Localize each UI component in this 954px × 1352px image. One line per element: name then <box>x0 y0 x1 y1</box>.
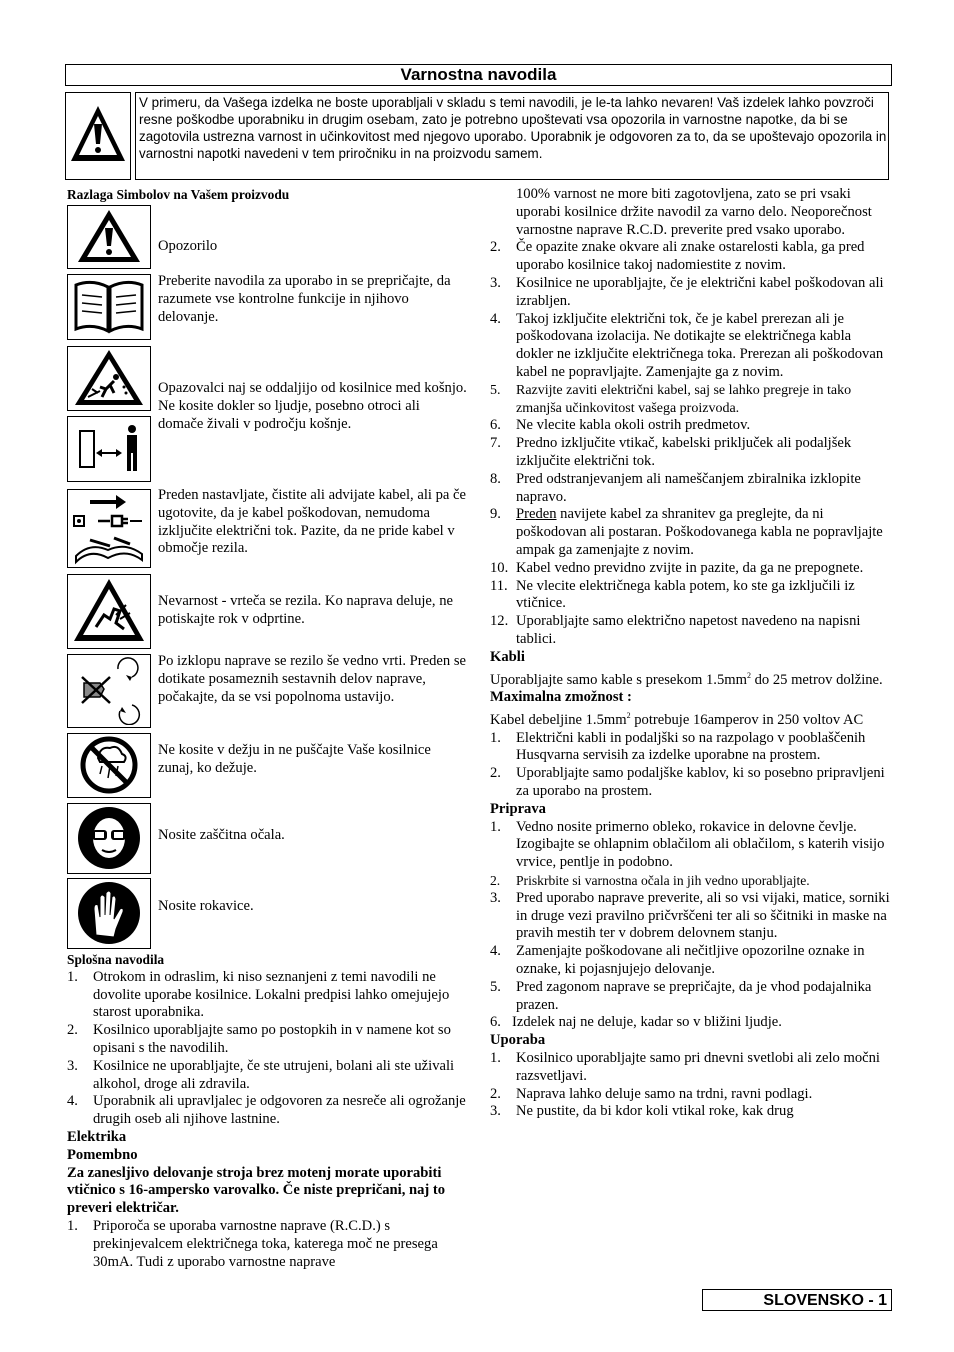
list-item: 5. Razvijte zaviti električni kabel, saj se lahko pregreje in tako zmanjša učinkovitost vašega proizvoda. <box>490 382 852 416</box>
safety-goggles-icon <box>70 804 148 871</box>
warning-triangle-icon <box>68 103 128 165</box>
capacity-heading: Maximalna zmožnost : <box>490 689 632 706</box>
symbol-text-rotating: Po izklopu naprave se rezilo še vedno vrti. Preden se dotikate posameznih sestavnih delov naprave, počakajte, da se vsi popolnoma ustavijo. <box>158 653 467 705</box>
list-item: 3. Pred uporabo naprave preverite, ali so vsi vijaki, matice, sorniki in druge vezi pravilno pričvrščeni ter ali so ščitniki in maske na pravih mestih ter v dobrem delovnem stanju. <box>490 889 890 942</box>
no-rain-symbol <box>67 733 151 798</box>
intro-warning-text: V primeru, da Vašega izdelka ne boste uporabljali v skladu s temi navodili, je le-ta lahko nevaren! Vaš izdelek lahko povzroči resne poškodbe uporabniku in drugim osebam, zato je potrebno upoštevati vsa opozorila in varnostne napotke, da bi se zagotovila ustrezna varnost in učinkovitost med njegovo uporabo. Uporabnik je odgovoren za to, da se upoštevajo opozorila in varnostni napotki navedeni v tem priročniku in na proizvodu samem. <box>135 92 889 180</box>
disconnect-cable-symbol <box>67 489 151 568</box>
symbol-text-cable: Preden nastavljate, čistite ali advijate kabel, ali pa če ugotovite, da je kabel poškodovan, nemudoma izključite električni tok. Pazite, da ne pride kabel v območje rezila. <box>158 487 466 557</box>
list-item: 2. Če opazite znake okvare ali znake ostarelosti kabla, ga pred uporabo kosilnice takoj nadomiestite z novim. <box>490 239 865 274</box>
cables-heading: Kabli <box>490 648 525 665</box>
symbol-text-warning: Opozorilo <box>158 238 218 254</box>
electric-heading: Elektrika <box>67 1128 127 1145</box>
page-footer-language: SLOVENSKO - 1 <box>702 1289 892 1311</box>
list-item: 1. Otrokom in odraslim, ki niso seznanjeni z temi navodili ne dovolite uporabe kosilnice. Lokalni predpisi lahko omejujejo starost uporabnika. <box>67 968 450 1021</box>
list-item: 1. Električni kabli in podaljški so na razpolago v pooblaščenih Husqvarna servisih za izdelke uporabne na prostem. <box>490 729 866 764</box>
symbol-text-read-manual: Preberite navodila za uporabo in se prepričajte, da razumete vse kontrolne funkcije in njihovo delovanje. <box>158 273 451 325</box>
capacity-list <box>490 730 890 801</box>
list-item: 1. Vedno nosite primerno obleko, rokavice in delovne čevlje. Izogibajte se ohlapnim oblačilom ali oblačilom, s katerih visijo vrvice, pentlje in podobno. <box>490 818 885 871</box>
electric-list-start <box>67 1218 467 1271</box>
person-distance-icon <box>70 417 148 479</box>
list-item: 2. Uporabljajte samo podaljške kablov, ki so posebno pripravljeni za uporabo na prostem. <box>490 765 885 800</box>
gloves-icon <box>70 879 148 946</box>
left-column <box>67 186 467 204</box>
warning-symbol-box <box>65 92 131 180</box>
list-item: 2. Priskrbite si varnostna očala in jih vedno uporabljajte. <box>490 873 810 888</box>
list-item: 9. Preden navijete kabel za shranitev ga preglejte, da ni poškodovan ali postaran. Poškodovanega kabla ne popravljajte ampak ga zamenjajte z novim. <box>490 506 883 558</box>
symbol-text-blade: Nevarnost - vrteča se rezila. Ko naprava deluje, ne potiskajte rok v odprtine. <box>158 593 453 627</box>
list-item: 4. Zamenjajte poškodovane ali nečitljive opozorilne oznake in oznake, ki pojasnjujejo delovanje. <box>490 943 865 977</box>
list-item: 3. Kosilnice ne uporabljajte, če je električni kabel poškodovan ali izrabljen. <box>490 274 884 309</box>
unplug-icon <box>70 490 148 565</box>
right-column <box>490 186 890 1121</box>
thrown-objects-symbol <box>67 346 151 411</box>
list-item: 1. Kosilnico uporabljajte samo pri dnevni svetlobi ali zelo močni razsvetljavi. <box>490 1049 880 1084</box>
list-item: 3. Ne pustite, da bi kdor koli vtikal roke, kak drug <box>490 1103 794 1120</box>
distance-symbol <box>67 416 151 482</box>
use-list <box>490 1050 890 1121</box>
blade-hazard-icon <box>70 575 148 646</box>
symbol-text-gloves: Nosite rokavice. <box>158 898 254 914</box>
symbol-text-bystanders: Opazovalci naj se oddaljijo od kosilnice med košnjo. Ne kosite dokler so ljudje, posebno otroci ali domače živali v področju košnje. <box>158 380 467 432</box>
capacity-text: Kabel debeljine $1.5mm^2$ potrebuje 16amperov in 250 voltov AC <box>490 710 864 728</box>
general-heading: Splošna navodila <box>67 952 165 967</box>
warning-symbol <box>67 205 151 269</box>
use-heading: Uporaba <box>490 1032 546 1049</box>
electric-item1-continued: 100% varnost ne more biti zagotovljena, zato se pri vsaki uporabi kosilnice držite navodil za varno delo. Neoporečnost varnostne naprave R.C.D. preverite pred vsako uporabo. <box>516 186 872 238</box>
warning-triangle-icon <box>70 206 148 266</box>
goggles-symbol <box>67 803 151 874</box>
list-item: 11. Ne vlecite električnega kabla potem, ko ste ga izključili iz vtičnice. <box>490 577 855 612</box>
list-item: 2. Naprava lahko deluje samo na trdni, ravni podlagi. <box>490 1085 813 1102</box>
preparation-heading: Priprava <box>490 800 546 817</box>
general-list <box>67 969 467 1129</box>
open-book-icon <box>70 275 148 337</box>
rotation-hand-icon <box>70 655 148 725</box>
list-item: 7. Predno izključite vtikač, kabelski priključek ali podaljšek izključite električni tok. <box>490 435 852 469</box>
list-item: 12. Uporabljajte samo električno napetost navedeno na napisni tablici. <box>490 613 861 647</box>
list-item: 1. Priporoča se uporaba varnostne naprave (R.C.D.) s prekinjevalcem električnega toka, katerega moč ne presega 30mA. Tudi z uporabo varnostne naprave <box>67 1217 438 1270</box>
electric-list <box>490 239 890 648</box>
list-item: 6. Ne vlecite kabla okoli ostrih predmetov. <box>490 417 751 434</box>
list-item: 5. Pred zagonom naprave se prepričajte, da je vhod podajalnika prazen. <box>490 978 872 1013</box>
left-column-text <box>67 951 467 1271</box>
symbols-heading: Razlaga Simbolov na Vašem proizvodu <box>67 187 290 202</box>
list-item: 10. Kabel vedno previdno zvijte in pazite, da ga ne prepognete. <box>490 559 864 576</box>
list-item: 6. Izdelek naj ne deluje, kadar so v bližini ljudje. <box>490 1014 782 1031</box>
read-manual-symbol <box>67 274 151 340</box>
no-rain-icon <box>70 734 148 795</box>
blade-rundown-symbol <box>67 654 151 728</box>
symbol-text-goggles: Nosite zaščitna očala. <box>158 827 285 843</box>
list-item: 2. Kosilnico uporabljajte samo po postopkih in v namene kot so opisani s the navodilih. <box>67 1022 451 1056</box>
rotating-blade-symbol <box>67 574 151 649</box>
list-item: 4. Uporabnik ali upravljalec je odgovoren za nesreče ali ogrožanje drugih oseb ali njihove lastnine. <box>67 1093 466 1128</box>
symbol-text-rain: Ne kosite v dežju in ne puščajte Vaše kosilnice zunaj, ko dežuje. <box>158 742 431 776</box>
important-label: Pomembno <box>67 1146 138 1163</box>
list-item: 4. Takoj izključite električni tok, če je kabel prerezan ali je poškodovana izolacija. Ne dotikajte se električnega kabla dokler ne izključite električnega toka. Prerezan ali poškodovan kabel ne popravljajte. Zamenjajte ga z novim. <box>490 310 884 380</box>
preparation-list <box>490 819 890 1033</box>
page-title: Varnostna navodila <box>65 64 892 86</box>
list-item: 3. Kosilnice ne uporabljajte, če ste utrujeni, bolani ali ste uživali alkohol, droge ali zdravila. <box>67 1057 455 1092</box>
thrown-objects-icon <box>70 347 148 408</box>
important-text: Za zanesljivo delovanje stroja brez motenj morate uporabiti vtičnico s 16-ampersko varovalko. Če niste prepričani, naj to preveri električar. <box>67 1164 446 1217</box>
cables-text: Uporabljajte samo kable s presekom $1.5mm^2$ do 25 metrov dolžine. <box>490 670 883 688</box>
list-item: 8. Pred odstranjevanjem ali nameščanjem zbiralnika izklopite napravo. <box>490 470 861 505</box>
gloves-symbol <box>67 878 151 949</box>
